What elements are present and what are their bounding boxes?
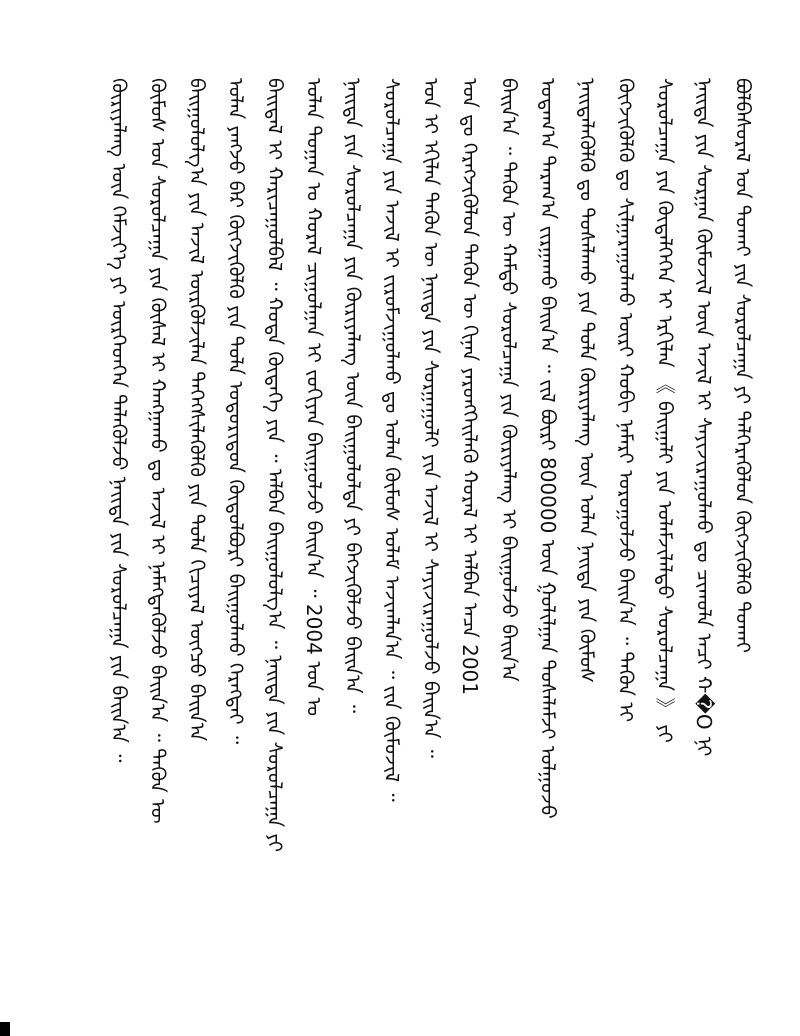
text-line: [297, 78, 331, 978]
scan-corner-mark: [0, 1022, 10, 1036]
text-line: [570, 78, 604, 978]
text-line-content: ᠨᠡᠢᠲᠡ ᠶᠢᠨ ᠰᠤᠷᠤᠯᠴᠠᠭᠠ ᠶᠢᠨ ᠬᠦᠷᠢᠶᠡᠯᠡᠩ ᠦᠨ ᠪᠠᠢᠭᠤᠯᠤᠯᠳᠠ ᠶᠢ ᠪᠡᠬᠵᠢᠭᠦᠯᠵᠦ ᠪᠠᠢᠨ᠎ᠠ ᠃: [341, 78, 365, 714]
text-line-content: ᠣᠨ ᠳᠤ ᠬᠡᠷᠡᠭᠵᠢᠭᠦᠯᠦᠨ ᠲᠡᠭᠦᠨ ᠦ ᠬᠢᠨᠠᠨ ᠶᠡᠷᠦᠩᠬᠡᠢᠯᠡᠬᠦ ᠬᠤᠷᠠᠯ ᠢ ᠠᠯᠪᠠᠨ ᠠᠴᠠ 2001: [458, 78, 482, 695]
text-line-content: ᠰᠤᠷᠤᠯᠴᠠᠭᠠ ᠶᠢᠨ ᠠᠵᠢᠯ ᠢ ᠵᠢᠷᠤᠮᠵᠢᠭᠤᠯᠬᠤ ᠳᠤ ᠣᠯᠠᠨ ᠬᠦᠮᠦᠰ ᠤᠯᠠᠮ ᠠᠵᠢᠭᠯᠠᠨ᠎ᠠ ᠃ ᠵᠢᠨ ᠬᠦᠮᠦᠵᠢᠯ ᠃: [380, 78, 404, 802]
text-line-content: ᠣᠯᠠᠨ ᠲᠣᠭᠠᠨ ᠤ ᠬᠤᠷᠠᠯ ᠴᠢᠭᠤᠯᠭᠠᠨ ᠢ ᠵᠣᠬᠢᠶᠠᠨ ᠪᠠᠢᠭᠤᠯᠵᠤ ᠪᠠᠢᠨ᠎ᠠ ᠃ 2004 ᠣᠨ ᠤ: [302, 78, 326, 717]
text-line-content: ᠨᠡᠢᠲᠡᠯᠡᠭᠦᠯᠬᠦ ᠳᠤ ᠲᠤᠰᠠᠯᠠᠬᠤ ᠶᠢᠨ ᠲᠤᠯᠠ ᠬᠦᠷᠢᠶᠡᠯᠡᠩ ᠦᠨ ᠣᠯᠠᠨ ᠨᠡᠢᠲᠡ ᠶᠢᠨ ᠬᠦᠮᠦᠰ: [575, 78, 599, 684]
text-line-content: ᠣᠨ ᠢ ᠡᠬᠢᠯᠡᠨ ᠲᠡᠭᠦᠨ ᠦ ᠨᠡᠢᠲᠡ ᠶᠢᠨ ᠰᠤᠷᠭᠠᠭᠤᠯᠢ ᠶᠢᠨ ᠠᠵᠢᠯ ᠢ ᠰᠠᠶᠢᠵᠢᠷᠠᠭᠤᠯᠵᠤ ᠪᠠᠢᠨ᠎ᠠ ᠃: [419, 78, 443, 758]
text-line: [141, 78, 175, 978]
text-line: [258, 78, 292, 978]
text-line-content: ᠪᠠᠢᠨ᠎ᠠ ᠃ ᠲᠡᠭᠦᠨ ᠦ ᠬᠠᠮᠲᠤ ᠰᠤᠷᠤᠯᠴᠠᠭᠠ ᠶᠢᠨ ᠬᠦᠷᠢᠶᠡᠯᠡᠩ ᠢ ᠪᠠᠢᠭᠤᠯᠵᠤ ᠪᠠᠢᠨ᠎ᠠ: [497, 78, 521, 682]
text-line-content: ᠪᠠᠢᠭᠤᠯᠤᠯᠭ᠎ᠠ ᠶᠢᠨ ᠠᠵᠢᠯ ᠦᠷᠭᠦᠯᠵᠢᠯᠡᠨ ᠳᠡᠭᠡᠭᠰᠢᠯᠡᠭᠦᠯᠬᠦ ᠶᠢᠨ ᠲᠤᠯᠠ ᠬᠢᠴᠢᠶᠡᠯ ᠥᠭᠴᠦ ᠪᠠᠢᠨ᠎ᠠ: [185, 78, 209, 742]
text-line: [609, 78, 643, 978]
text-line: [531, 78, 565, 978]
text-line-content: ᠣᠯᠠᠨ ᠶᠠᠩᠵᠤ ᠪᠡᠷ ᠬᠥᠭᠵᠢᠭᠦᠯᠬᠦ ᠶᠢᠨ ᠲᠤᠯᠠ ᠤᠳᠤᠷᠢᠳᠤᠨ ᠬᠥᠲᠥᠯᠪᠦᠷᠢ ᠪᠠᠢᠭᠤᠯᠬᠤ ᠬᠡᠷᠡᠭᠲᠡᠢ ᠃: [224, 78, 248, 745]
text-line: [414, 78, 448, 978]
text-line: [375, 78, 409, 978]
text-line-content: ᠬᠦᠭᠵᠢᠭᠦᠯᠬᠦ ᠳᠤ ᠰᠢᠯᠭᠠᠷᠠᠭᠤᠯᠬᠤ ᠦᠷᠢ ᠬᠣᠪᠢ ᠨᠡᠮᠡᠷᠢ ᠤᠷᠤᠭᠤᠯᠵᠤ ᠪᠠᠢᠨ᠎ᠠ ᠃ ᠲᠡᠭᠦᠨ ᠢ: [614, 78, 638, 723]
text-line-content: ᠤᠳᠠᠭ᠎ᠠ ᠳᠠᠷᠠᠭ᠎ᠠ ᠵᠢᠷᠭᠠᠬᠤ ᠪᠠᠢᠨ᠎ᠠ ᠃ ᠵᠢᠯ ᠪᠦᠷᠢ 800000 ᠦᠨ ᠭᠤᠯᠢᠯᠭᠠᠨ ᠲᠤᠰᠠᠯᠠᠮᠵᠢ ᠤᠯᠭᠤᠵᠤ: [536, 78, 560, 819]
text-line-content: ᠰᠤᠷᠤᠯᠴᠠᠭᠠ ᠶᠢᠨ ᠬᠥᠳᠡᠯᠭᠡᠭᠡᠨ ᠢ ᠡᠷᠬᠢᠯᠡᠨ 《 ᠪᠠᠢᠭᠠᠯᠢ ᠶᠢᠨ ᠤᠯᠠᠮᠵᠢᠯᠠᠯᠲᠤ ᠰᠤᠷᠤᠯᠴᠠᠭᠠ 》 ᠶᠢ: [653, 78, 677, 743]
text-line: [453, 78, 487, 978]
text-line-content: ᠬᠦᠮᠦᠰ ᠤᠨ ᠰᠤᠷᠤᠯᠴᠠᠭᠠ ᠶᠢᠨ ᠬᠦᠰᠡᠯ ᠢ ᠬᠠᠩᠭᠠᠬᠤ ᠳᠤ ᠠᠵᠢᠯ ᠢ ᠨᠡᠮᠡᠭᠳᠡᠭᠦᠯᠵᠦ ᠪᠠᠢᠨ᠎ᠠ ᠃ ᠲᠡᠭᠦᠨ ᠦ: [146, 78, 170, 824]
text-line: [180, 78, 214, 978]
text-line-content: ᠨᠡᠢᠲᠡ ᠶᠢᠨ ᠰᠤᠷᠭᠠᠨ ᠬᠦᠮᠦᠵᠢᠯ ᠦᠨ ᠠᠵᠢᠯ ᠢ ᠰᠠᠶᠢᠵᠢᠷᠠᠭᠤᠯᠬᠤ ᠳᠤ ᠴᠢᠬᠤᠯᠠ ᠠᠴᠢ ᠬ�O ᠨᠢ: [692, 78, 716, 757]
text-line: [336, 78, 370, 978]
text-line-content: ᠪᠣᠯᠪᠠᠰᠤᠷᠠᠯ ᠤᠨ ᠲᠤᠬᠠᠢ ᠶᠢᠨ ᠰᠤᠷᠤᠯᠴᠠᠭᠠ ᠶᠢ ᠳᠡᠯᠭᠡᠷᠡᠭᠦᠯᠦᠨ ᠬᠦᠭᠵᠢᠭᠦᠯᠬᠦ ᠲᠤᠬᠠᠢ: [731, 78, 755, 654]
text-line: [219, 78, 253, 978]
text-line: [102, 78, 136, 978]
text-line: [492, 78, 526, 978]
text-line-content: ᠬᠦᠷᠢᠶᠡᠯᠡᠩ ᠦᠨ ᠬᠡᠮᠵᠢᠶ᠎ᠡ ᠶᠢ ᠥᠷᠭᠡᠳᠬᠡᠨ ᠲᠡᠯᠡᠭᠦᠯᠵᠦ ᠨᠡᠢᠲᠡ ᠶᠢᠨ ᠰᠤᠷᠤᠯᠴᠠᠭᠠ ᠶᠢᠨ ᠪᠠᠢᠨ᠎ᠠ ᠃: [107, 78, 131, 763]
text-line: [648, 78, 682, 978]
text-line: [726, 78, 760, 978]
text-line: [687, 78, 721, 978]
mongolian-text-block: [60, 78, 760, 978]
text-line-content: ᠪᠠᠢᠳᠠᠯ ᠢ ᠬᠠᠷᠢᠴᠠᠭᠤᠯᠪᠠᠯ ᠃ ᠬᠣᠲᠠ ᠬᠥᠳᠡᠭᠡ ᠶᠢᠨ ᠃ ᠠᠯᠪᠠᠨ ᠪᠠᠢᠭᠤᠯᠤᠯᠭ᠎ᠠ ᠃ ᠨᠡᠢᠲᠡ ᠶᠢᠨ ᠰᠤᠷᠤᠯᠴᠠᠭᠠ ᠶᠢ: [263, 78, 287, 852]
